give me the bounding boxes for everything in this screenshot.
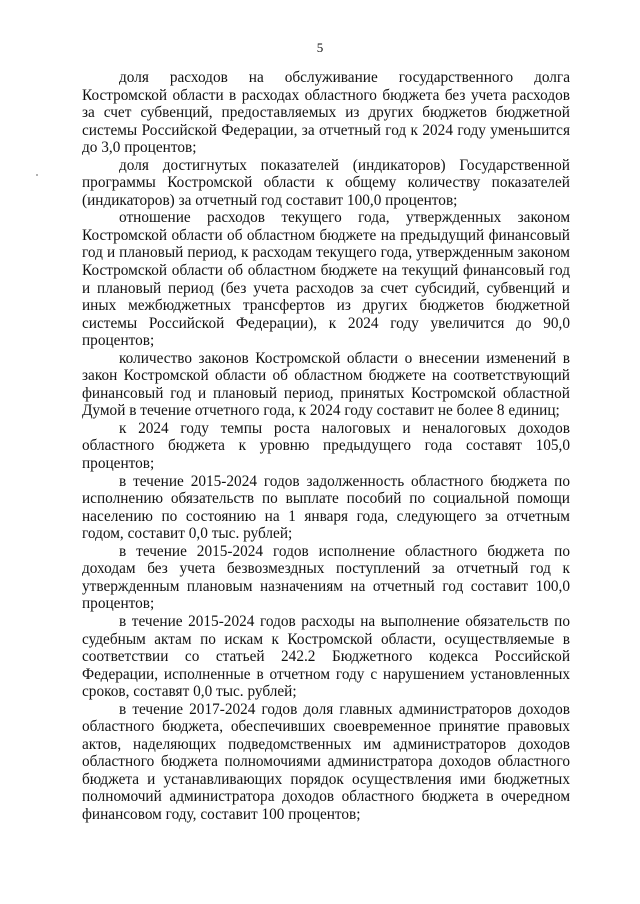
scan-speck — [36, 174, 38, 176]
paragraph-indicators-share: доля достигнутых показателей (индикаторов) Государственной программы Костромской области к общему количеству показателей (индикаторов) за отчетный год составит 100,0 процентов; — [82, 156, 570, 209]
paragraph-social-benefits-debt: в течение 2015-2024 годов задолженность областного бюджета по исполнению обязательств по выплате пособий по социальной помощи населению по состоянию на 1 января года, следующего за отчетным годом, составит 0,0 тыс. рублей; — [82, 472, 570, 543]
paragraph-revenue-execution: в течение 2015-2024 годов исполнение областного бюджета по доходам без учета безвозмездных поступлений за отчетный год к утвержденным плановым назначениям на отчетный год составит 100,0 процентов; — [82, 542, 570, 613]
document-body — [82, 69, 570, 824]
paragraph-budget-law-amendments: количество законов Костромской области о внесении изменений в закон Костромской области об областном бюджете на соответствующий финансовый год и плановый период, принятых Костромской областной Думой в течение отчетного года, к 2024 году составит не более 8 единиц; — [82, 349, 570, 420]
page-number: 5 — [316, 40, 324, 55]
paragraph-expenditure-ratio: отношение расходов текущего года, утвержденных законом Костромской области об областном бюджете на предыдущий финансовый год и плановый период, к расходам текущего года, утвержденным законом Костромской области об областном бюджете на текущий финансовый год и плановый период (без учета расходов за счет субсидий, субвенций и иных межбюджетных трансфертов из других бюджетов бюджетной системы Российской Федерации), к 2024 году увеличится до 90,0 процентов; — [82, 209, 570, 350]
paragraph-revenue-growth: к 2024 году темпы роста налоговых и неналоговых доходов областного бюджета к уровню предыдущего года составят 105,0 процентов; — [82, 419, 570, 473]
paragraph-revenue-administrators: в течение 2017-2024 годов доля главных администраторов доходов областного бюджета, обеспечивших своевременное принятие правовых актов, наделяющих подведомственных им администраторов доходов областного бюджета полномочиями администратора доходов областного бюджета и устанавливающих порядок осуществления ими бюджетных полномочий администратора доходов областного бюджета в очередном финансовом году, составит 100 процентов; — [82, 700, 570, 823]
paragraph-debt-service-share: доля расходов на обслуживание государственного долга Костромской области в расходах областного бюджета без учета расходов за счет субвенций, предоставляемых из других бюджетов бюджетной системы Российской Федерации, за отчетный год к 2024 году уменьшится до 3,0 процентов; — [82, 69, 570, 157]
paragraph-court-acts-expenses: в течение 2015-2024 годов расходы на выполнение обязательств по судебным актам по искам к Костромской области, осуществляемые в соответствии со статьей 242.2 Бюджетного кодекса Российской Федерации, исполненные в отчетном году с нарушением установленных сроков, составят 0,0 тыс. рублей; — [82, 612, 570, 701]
